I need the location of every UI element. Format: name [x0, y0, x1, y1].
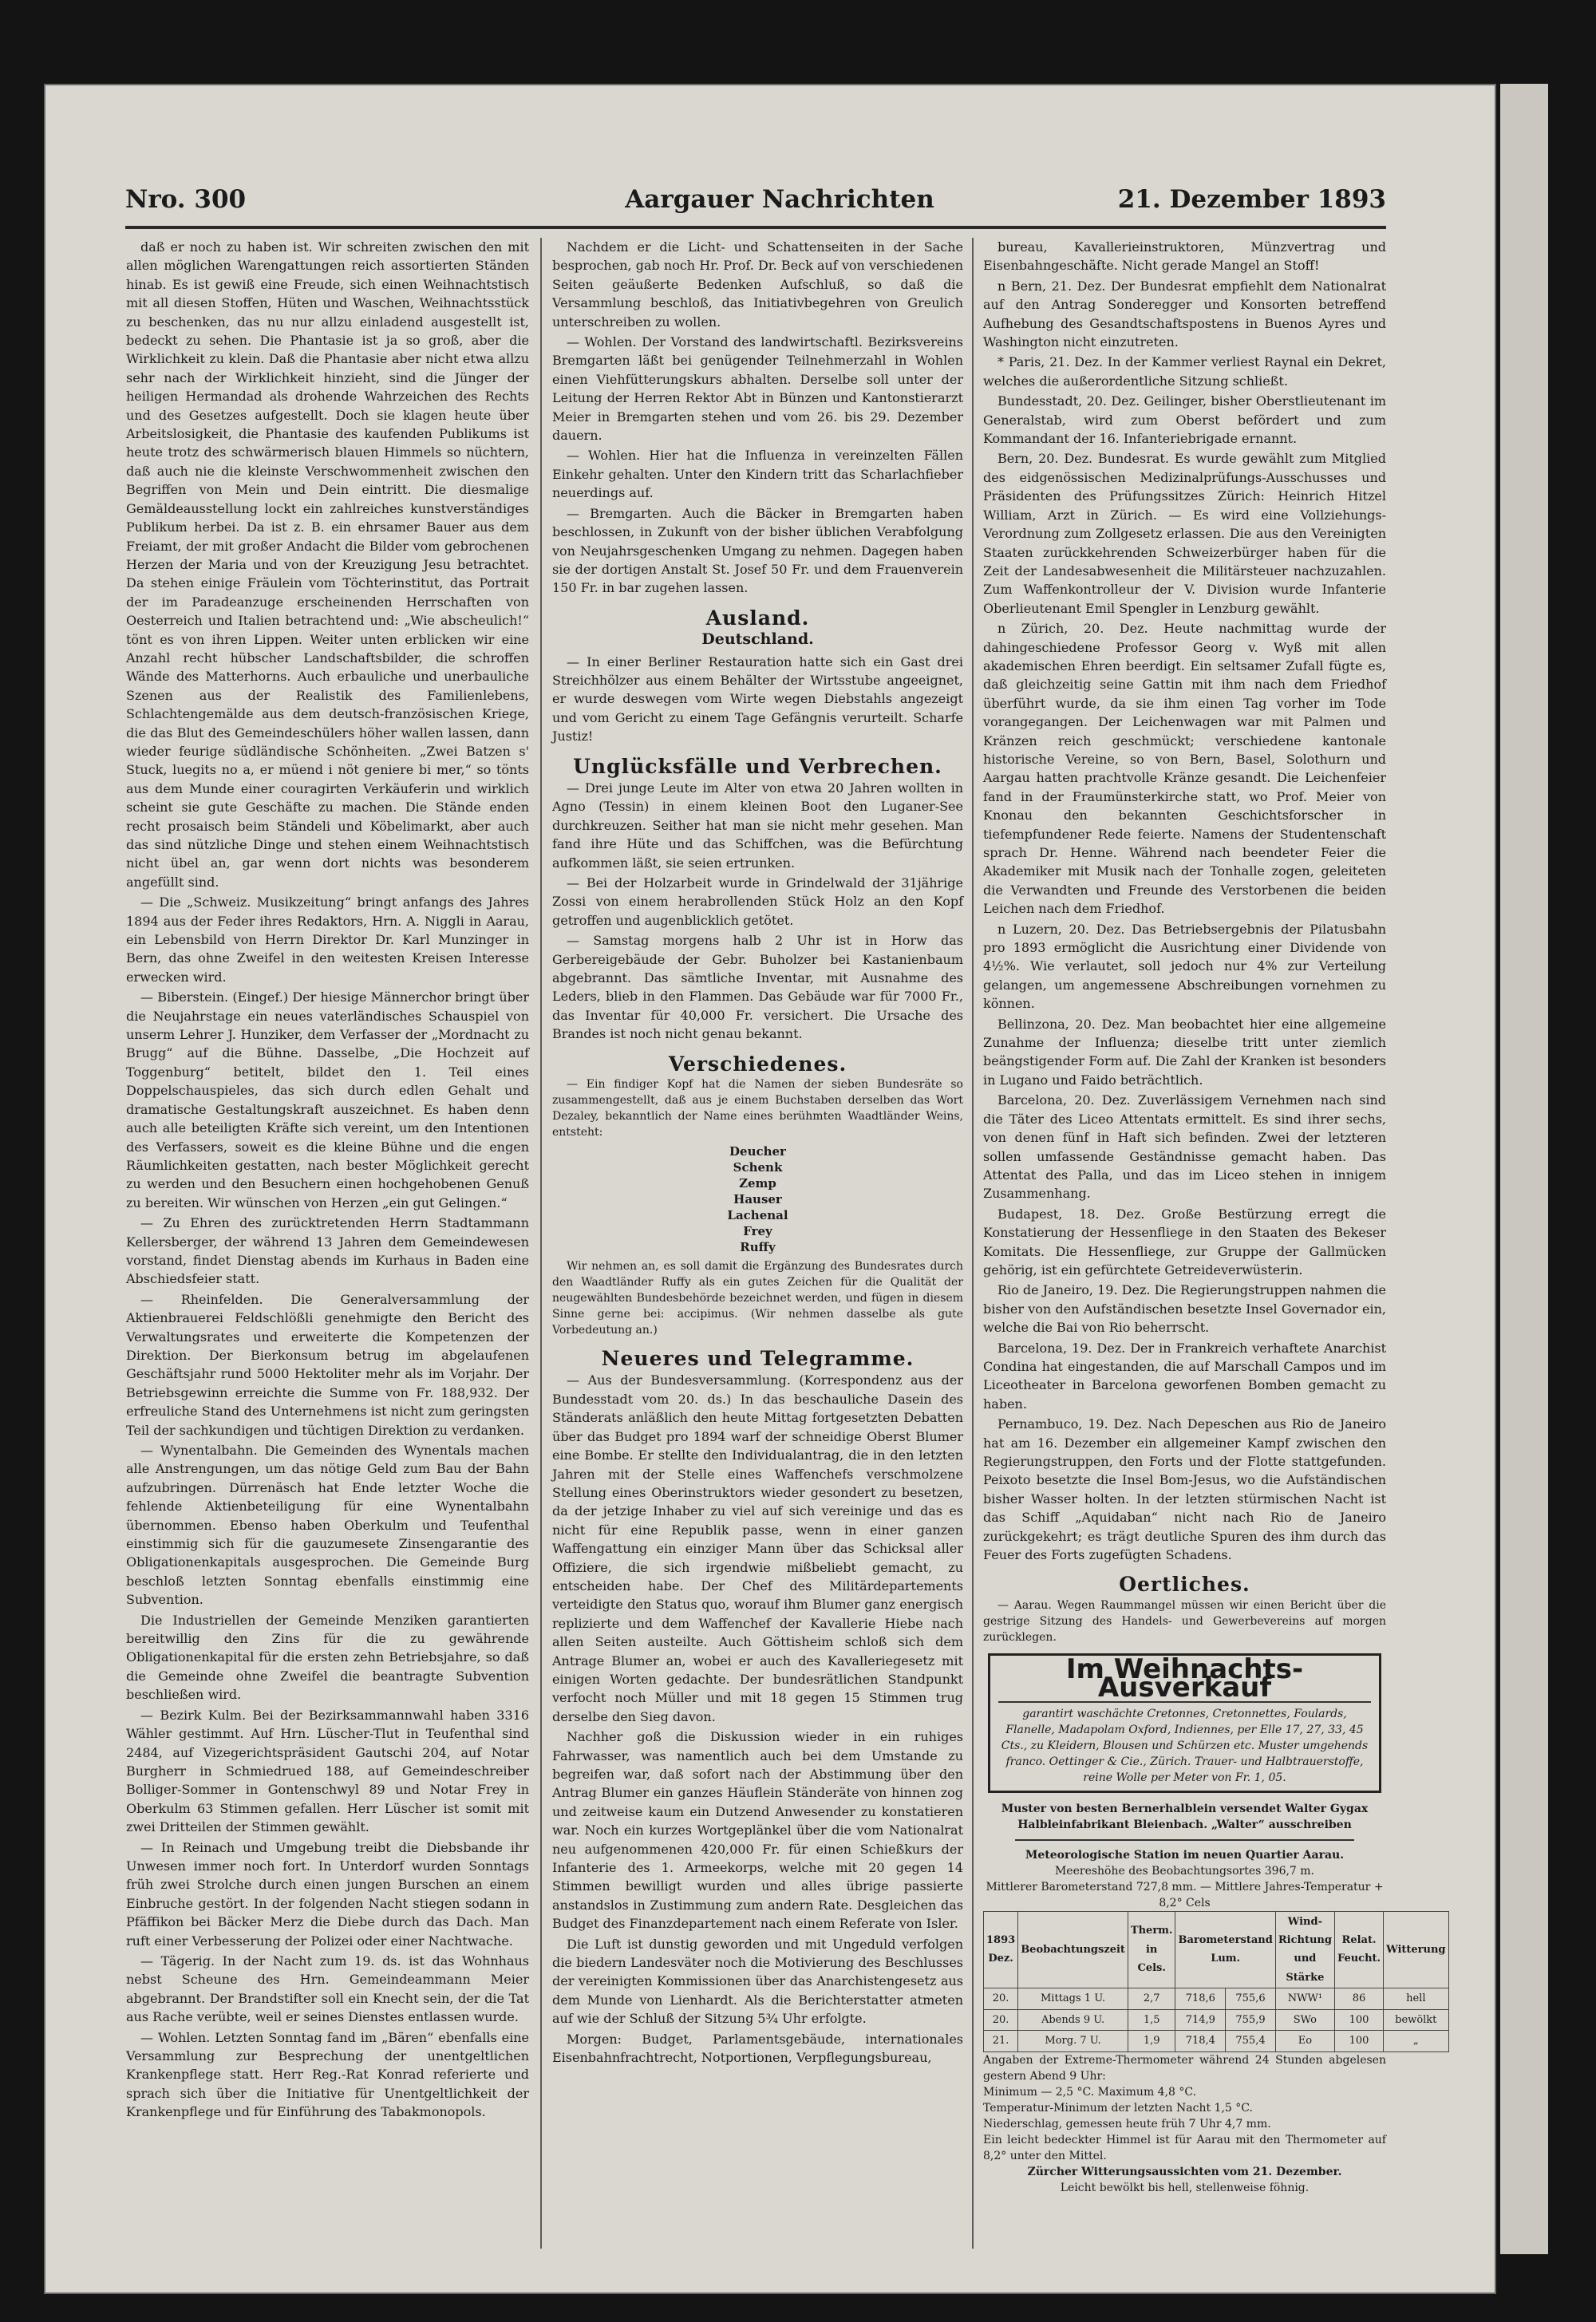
meteo-altitude: Meereshöhe des Beobachtungsortes 396,7 m.	[1054, 1864, 1315, 1878]
article-paragraph: Budapest, 18. Dez. Große Bestürzung erregt die Konstatierung der Hessenfliege in den Staaten des Bekeser Komitats. Die Hessenfliege, zur Gruppe der Gallmücken gehörig, ist ein gefürchtete Getreideverwüsterin.	[983, 1206, 1386, 1277]
article-paragraph: Barcelona, 20. Dez. Zuverlässigem Vernehmen nach sind die Täter des Liceo Attentats ermittelt. Es sind ihrer sechs, von denen fünf in Haft sich befinden. Zwei der letzteren sollen umfassende Geständnisse gemacht haben. Das Attentat des Palla, und das im Liceo stehen in innigem Zusammenhang.	[983, 1092, 1386, 1202]
table-cell: 21.	[984, 2031, 1018, 2051]
article-paragraph: — Bei der Holzarbeit wurde in Grindelwald der 31jährige Zossi von einem herabrollenden Stück Holz an den Kopf getroffen und augenblicklich getötet.	[552, 875, 963, 928]
table-cell: 100	[1334, 2009, 1383, 2030]
name-item: Hauser	[733, 1192, 782, 1207]
table-row	[984, 1988, 1449, 2009]
name-item: Deucher	[729, 1144, 786, 1159]
column-3	[983, 238, 1446, 2249]
section-heading-ortliches: Oertliches.	[1119, 1573, 1250, 1597]
article-paragraph: Pernambuco, 19. Dez. Nach Depeschen aus Rio de Janeiro hat am 16. Dezember ein allgemeiner Kampf zwischen den Regierungstruppen, den Forts und der Flotte stattgefunden. Peixoto besetzte die Insel Bom-Jesus, wo die Aufständischen bisher Wasser holten. In der letzten stürmischen Nacht ist das Schiff „Aquidaban“ nicht nach Rio de Janeiro zurückgekehrt; es trägt deutliche Spuren des ihm durch das Feuer des Forts zugefügten Schadens.	[983, 1416, 1386, 1563]
table-header: Relat. Feucht.	[1334, 1911, 1383, 1988]
article-paragraph: n Bern, 21. Dez. Der Bundesrat empfiehlt dem Nationalrat auf den Antrag Sonderegger und Konsorten betreffend Aufhebung des Gesandtschaftspostens in Buenos Ayres und Washington nicht einzutreten.	[983, 278, 1386, 350]
meteo-note: Minimum — 2,5 °C. Maximum 4,8 °C.	[983, 2085, 1197, 2099]
advertisement-weihnachts	[988, 1653, 1381, 1793]
ad-text: garantirt waschächte Cretonnes, Cretonnettes, Foulards, Flanelle, Madapolam Oxford, Indiennes, per Elle 17, 27, 33, 45 Cts., zu Kleidern, Blousen und Schürzen etc. Muster umgehends franco. Oettinger & Cie., Zürich. Trauer- und Halbtrauerstoffe, reine Wolle per Meter von Fr. 1, 05.	[1001, 1707, 1369, 1784]
article-paragraph: n Zürich, 20. Dez. Heute nachmittag wurde der dahingeschiedene Professor Georg v. Wyß mit allen akademischen Ehren beerdigt. Ein seltsamer Zufall fügte es, daß gleichzeitig seine Gattin mit ihm nach dem Friedhof überführt wurde, da sie ihm einen Tag vorher im Tode vorangegangen. Der Leichenwagen war mit Palmen und Kränzen reich geschmückt; verschiedene kantonale historische Vereine, so von Bern, Basel, Solothurn und Aargau hatten prachtvolle Kränze gesandt. Die Leichenfeier fand in der Fraumünsterkirche statt, wo Prof. Meier von Knonau den bekannten Geschichtsforscher in tiefempfundener Rede feierte. Namens der Studentenschaft sprach Dr. Henne. Während nach beendeter Feier die Akademiker mit Musik nach der Tonhalle zogen, geleiteten die Verwandten und Freunde des Verstorbenen die beiden Leichen nach dem Friedhof.	[983, 621, 1386, 917]
table-cell: NWW¹	[1275, 1988, 1334, 2009]
article-paragraph: Rio de Janeiro, 19. Dez. Die Regierungstruppen nahmen die bisher von den Aufständischen besetzte Insel Governador ein, welche die Bai von Rio beherrscht.	[983, 1282, 1386, 1336]
table-cell: Mittags 1 U.	[1018, 1988, 1128, 2009]
article-paragraph: Bundesstadt, 20. Dez. Geilinger, bisher Oberstlieutenant im Generalstab, wird zum Oberst befördert und zum Kommandant der 16. Infanteriebrigade ernannt.	[983, 393, 1386, 447]
article-paragraph: — Bremgarten. Auch die Bäcker in Bremgarten haben beschlossen, in Zukunft von der bisher üblichen Verabfolgung von Neujahrsgeschenken Umgang zu nehmen. Dagegen haben sie der dortigen Anstalt St. Josef 50 Fr. und dem Frauenverein 150 Fr. in bar zugehen lassen.	[552, 505, 963, 596]
table-cell: SWo	[1275, 2009, 1334, 2030]
page-edge	[1500, 84, 1548, 2254]
table-header: 1893 Dez.	[984, 1911, 1018, 1988]
article-paragraph: Bellinzona, 20. Dez. Man beobachtet hier eine allgemeine Zunahme der Influenza; dieselbe tritt unter ziemlich beängstigender Form auf. Die Zahl der Kranken ist besonders in Lugano und Faido beträchtlich.	[983, 1016, 1386, 1088]
article-paragraph: Die Luft ist dunstig geworden und mit Ungeduld verfolgen die biedern Landesväter noch die Motivierung des Beschlusses der vereinigten Kommissionen über das Anarchistengesetz aus dem Munde von Lienhardt. Als die Berichterstatter atmeten auf wie der Schluß der Sitzung 5¾ Uhr erfolgte.	[552, 1936, 963, 2027]
masthead-rule	[125, 226, 1386, 229]
article-paragraph: Bern, 20. Dez. Bundesrat. Es wurde gewählt zum Mitglied des eidgenössischen Medizinalprüfungs-Ausschusses und Präsidenten des Prüfungssitzes Zürich: Heinrich Hitzel William, Arzt in Zürich. — Es wird eine Vollziehungs-Verordnung zum Zollgesetz erlassen. Die aus den Vereinigten Staaten zurückkehrenden Schweizerbürger haben für die Zeit der Landesabwesenheit die Militärsteuer nachzuzahlen. Zum Waffenkontrolleur der V. Division wurde Infanterie Oberlieutenant Emil Spengler in Lenzburg gewählt.	[983, 451, 1386, 616]
article-paragraph: Nachdem er die Licht- und Schattenseiten in der Sache besprochen, gab noch Hr. Prof. Dr. Beck auf von verschiedenen Seiten geäußerte Bedenken Aufschluß, so daß die Versammlung beschloß, das Initiativbegehren von Greulich unterschreiben zu wollen.	[552, 239, 963, 330]
name-item: Zemp	[739, 1176, 776, 1191]
divider	[1015, 1839, 1354, 1841]
meteo-note: Zürcher Witterungsaussichten vom 21. Dezember.	[1027, 2165, 1342, 2178]
issue-date: 21. Dezember 1893	[1117, 185, 1386, 214]
table-header: Witterung	[1384, 1911, 1448, 1988]
article-paragraph: — Tägerig. In der Nacht zum 19. ds. ist das Wohnhaus nebst Scheune des Hrn. Gemeindeammann Meier abgebrannt. Der Brandstifter soll ein Knecht sein, der die Tat aus Rache verübte, weil er seines Dienstes entlassen wurde.	[126, 1953, 529, 2025]
section-heading-verschiedenes: Verschiedenes.	[668, 1052, 847, 1076]
table-cell: 718,6	[1175, 1988, 1226, 2009]
table-cell: 1,9	[1128, 2031, 1175, 2051]
meteo-averages: Mittlerer Barometerstand 727,8 mm. — Mittlere Jahres-Temperatur + 8,2° Cels	[986, 1880, 1384, 1909]
article-paragraph: — Zu Ehren des zurücktretenden Herrn Stadtammann Kellersberger, der während 13 Jahren dem Gemeindewesen vorstand, findet Dienstag abends im Kurhaus in Baden eine Abschiedsfeier statt.	[126, 1215, 529, 1287]
table-header-row	[984, 1911, 1449, 1988]
table-header: Barometerstand Lum.	[1175, 1911, 1275, 1988]
table-cell: 86	[1334, 1988, 1383, 2009]
article-paragraph: — Wohlen. Letzten Sonntag fand im „Bären“ ebenfalls eine Versammlung zur Besprechung der unentgeltlichen Krankenpflege statt. Herr Reg.-Rat Konrad referierte und sprach sich über die Initiative für Unentgeltlichkeit der Krankenpflege und für Einführung des Tabakmonopols.	[126, 2029, 529, 2120]
masthead	[125, 185, 1386, 223]
article-paragraph: — In Reinach und Umgebung treibt die Diebsbande ihr Unwesen immer noch fort. In Unterdorf wurden Sonntags früh zwei Strolche durch einen jungen Burschen an einem Einbruche gestört. In der folgenden Nacht stiegen sodann in Pfäffikon bei Bäcker Merz die Diebe durch das Dach. Man ruft einer Verbesserung der Polizei oder einer Nachtwache.	[126, 1839, 529, 1949]
name-item: Ruffy	[740, 1240, 776, 1255]
article-paragraph: — Aus der Bundesversammlung. (Korrespondenz aus der Bundesstadt vom 20. ds.) In das beschauliche Dasein des Ständerats anläßlich den heute Mittag fortgesetzten Debatten über das Budget pro 1894 warf der schneidige Oberst Blumer eine Bombe. Er stellte den Individualantrag, die in den letzten Jahren mit der Stelle eines Waffenchefs verschmolzene Stellung eines Oberinstruktors wieder gesondert zu besetzen, da der jetzige Inhaber zu viel auf sich vereinige und das es nicht für eine Republik passe, wenn in einer ganzen Waffengattung ein einziger Mann über das Schicksal aller Offiziere, die sich irgendwie mißbeliebt gemacht, zu entscheiden habe. Der Chef des Militärdepartements verteidigte den Status quo, worauf ihm Blumer ganz energisch replizierte und dem Waffenchef der Kavallerie Hiebe nach allen Seiten austeilte. Auch Göttisheim schloß sich dem Antrage Blumer an, wobei er auch des Kavalleriegesetz mit einigen Worten gedachte. Der bundesrätlichen Standpunkt verfocht noch Müller und mit 18 gegen 15 Stimmen trug derselbe den Sieg davon.	[552, 1372, 963, 1724]
article-paragraph: Die Industriellen der Gemeinde Menziken garantierten bereitwillig den Zins für die zu gewährende Obligationenkapital für die ersten zehn Betriebsjahre, so daß die Gemeinde ohne Zweifel die beantragte Subvention beschließen wird.	[126, 1612, 529, 1703]
issue-number: Nro. 300	[125, 185, 247, 214]
column-divider	[540, 238, 542, 2249]
table-cell: Eo	[1275, 2031, 1334, 2051]
table-cell: 755,4	[1226, 2031, 1276, 2051]
article-paragraph: Nachher goß die Diskussion wieder in ein ruhiges Fahrwasser, was namentlich auch bei dem Umstande zu begreifen war, daß sofort nach der Abstimmung über den Antrag Blumer ein ganzes Häuflein Ständeräte von hinnen zog und zeitweise kaum ein Dutzend Anwesender zu konstatieren war. Noch ein kurzes Wortgeplänkel über die vom Nationalrat neu aufgenommenen 420,000 Fr. für einen Schießkurs der Infanterie des 1. Armeekorps, welche mit 20 gegen 14 Stimmen bewilligt wurden und alles übrige passierte anstandslos in Zustimmung zum andern Rate. Desgleichen das Budget des Finanzdepartement nach einem Referate von Isler.	[552, 1729, 963, 1932]
column-divider	[972, 238, 974, 2249]
table-cell: „	[1384, 2031, 1448, 2051]
weather-table	[983, 1911, 1449, 2052]
table-cell: 714,9	[1175, 2009, 1226, 2030]
section-heading-neueres: Neueres und Telegramme.	[601, 1347, 915, 1371]
name-item: Frey	[743, 1224, 772, 1239]
meteo-note: Temperatur-Minimum der letzten Nacht 1,5 °C.	[983, 2101, 1253, 2115]
article-paragraph: n Luzern, 20. Dez. Das Betriebsergebnis der Pilatusbahn pro 1893 ermöglicht die Ausrichtung einer Dividende von 4½%. Wie verlautet, soll jedoch nur 4% zur Verteilung gelangen, um angemessene Abschreibungen vornehmen zu können.	[983, 921, 1386, 1012]
table-row	[984, 2009, 1449, 2030]
article-paragraph: — Rheinfelden. Die Generalversammlung der Aktienbrauerei Feldschlößli genehmigte den Bericht des Verwaltungsrates und erweiterte die Kompetenzen der Direktion. Der Bierkonsum betrug im abgelaufenen Geschäftsjahr rund 5000 Hektoliter mehr als im Vorjahr. Der Betriebsgewinn erreichte die Summe von Fr. 188,932. Der erfreuliche Stand des Unternehmens ist nicht zum geringsten Teil der sachkundigen und tüchtigen Direktion zu verdanken.	[126, 1291, 529, 1438]
table-header: Beobachtungszeit	[1018, 1911, 1128, 1988]
section-heading-ausland: Ausland.	[705, 606, 810, 630]
article-paragraph: Wir nehmen an, es soll damit die Ergänzung des Bundesrates durch den Waadtländer Ruffy als ein gutes Zeichen für die Qualität der neugewählten Bundesbehörde bezeichnet werden, und fügen in diesem Sinne gerne bei: accipimus. (Wir nehmen dasselbe als gute Vorbedeutung an.)	[552, 1260, 963, 1337]
table-cell: 718,4	[1175, 2031, 1226, 2051]
table-cell: 755,9	[1226, 2009, 1276, 2030]
advertisement-gygax: Muster von besten Bernerhalblein versendet Walter Gygax Halbleinfabrikant Bleienbach. „Walter“ ausschreiben	[1001, 1802, 1369, 1831]
article-paragraph: — Bezirk Kulm. Bei der Bezirksammannwahl haben 3316 Wähler gestimmt. Auf Hrn. Lüscher-Tlut in Teufenthal sind 2484, auf Vizegerichtspräsident Gautschi 204, auf Notar Burgherr in Schmiedrued 188, auf Gemeindeschreiber Bolliger-Sommer in Gontenschwyl 89 und Notar Frey in Oberkulm 63 Stimmen gefallen. Herr Lüscher ist somit mit zwei Dritteilen der Stimmen gewählt.	[126, 1707, 529, 1835]
name-item: Schenk	[733, 1160, 783, 1175]
article-paragraph: — Aarau. Wegen Raummangel müssen wir einen Bericht über die gestrige Sitzung des Handels- und Gewerbevereins auf morgen zurücklegen.	[983, 1598, 1386, 1644]
table-header: Wind-Richtung und Stärke	[1275, 1911, 1334, 1988]
article-paragraph: — Ein findiger Kopf hat die Namen der sieben Bundesräte so zusammengestellt, daß aus je einem Buchstaben derselben das Wort Dezaley, bekanntlich der Name eines berühmten Waadtländer Weins, entsteht:	[552, 1078, 963, 1139]
section-heading-ungluck: Unglücksfälle und Verbrechen.	[573, 754, 942, 778]
article-paragraph: — Samstag morgens halb 2 Uhr ist in Horw das Gerbereigebäude der Gebr. Buholzer bei Kastanienbaum abgebrannt. Das sämtliche Inventar, mit Ausnahme des Leders, blieb in den Flammen. Das Gebäude war für 7000 Fr., das Inventar für 40,000 Fr. versichert. Die Ursache des Brandes ist noch nicht genau bekannt.	[552, 933, 963, 1042]
article-paragraph: — Drei junge Leute im Alter von etwa 20 Jahren wollten in Agno (Tessin) in einem kleinen Boot den Luganer-See durchkreuzen. Seither hat man sie nicht mehr gesehen. Man fand ihre Hüte und das Schiffchen, was die Befürchtung aufkommen läßt, sie seien ertrunken.	[552, 780, 963, 871]
article-paragraph: * Paris, 21. Dez. In der Kammer verliest Raynal ein Dekret, welches die außerordentliche Sitzung schließt.	[983, 354, 1386, 389]
article-paragraph: bureau, Kavallerieinstruktoren, Münzvertrag und Eisenbahngeschäfte. Nicht gerade Mangel an Stoff!	[983, 239, 1386, 274]
article-paragraph: Morgen: Budget, Parlamentsgebäude, internationales Eisenbahnfrachtrecht, Notportionen, Verpflegungsbureau,	[552, 2031, 963, 2066]
newspaper-title: Aargauer Nachrichten	[625, 185, 934, 214]
table-cell: 2,7	[1128, 1988, 1175, 2009]
table-cell: 20.	[984, 2009, 1018, 2030]
article-paragraph: — Wynentalbahn. Die Gemeinden des Wynentals machen alle Anstrengungen, um das nötige Geld zum Bau der Bahn aufzubringen. Dürrenäsch hat Ende letzter Woche die fehlende Aktienbeteiligung für eine Wynentalbahn übernommen. Ebenso haben Oberkulm und Teufenthal einstimmig sich für die gauzumesete Zinsengarantie des Obligationenkapitals ausgesprochen. Die Gemeinde Burg beschloß letzten Sonntag ebenfalls einstimmig eine Subvention.	[126, 1443, 529, 1608]
column-1	[126, 238, 529, 2249]
table-header: Therm. in Cels.	[1128, 1911, 1175, 1988]
column-2	[552, 238, 963, 2249]
table-cell: Morg. 7 U.	[1018, 2031, 1128, 2051]
ad-title: Im Weihnachts-Ausverkauf	[998, 1661, 1371, 1703]
table-cell: bewölkt	[1384, 2009, 1448, 2030]
article-paragraph: — Wohlen. Der Vorstand des landwirtschaftl. Bezirksvereins Bremgarten läßt bei genügender Teilnehmerzahl in Wohlen einen Viehfütterungskurs abhalten. Derselbe soll unter der Leitung der Herren Rektor Abt in Bünzen und Kantonstierarzt Meier in Bremgarten stehen und vom 26. bis 29. Dezember dauern.	[552, 334, 963, 444]
table-cell: 20.	[984, 1988, 1018, 2009]
article-paragraph: — Die „Schweiz. Musikzeitung“ bringt anfangs des Jahres 1894 aus der Feder ihres Redaktors, Hrn. A. Niggli in Aarau, ein Lebensbild von Herrn Direktor Dr. Karl Munzinger in Bern, das ohne Zweifel in den weitesten Kreisen Interesse erwecken wird.	[126, 894, 529, 985]
section-subheading-deutschland: Deutschland.	[701, 630, 814, 649]
table-cell: hell	[1384, 1988, 1448, 2009]
table-cell: 755,6	[1226, 1988, 1276, 2009]
table-cell: Abends 9 U.	[1018, 2009, 1128, 2030]
meteo-note: Leicht bewölkt bis hell, stellenweise föhnig.	[1060, 2181, 1310, 2194]
meteo-heading: Meteorologische Station im neuen Quartier Aarau.	[1025, 1848, 1345, 1862]
bundesrat-name-list	[552, 1143, 963, 1255]
article-paragraph: — In einer Berliner Restauration hatte sich ein Gast drei Streichhölzer aus einem Behälter der Wirtsstube angeeignet, er wurde deswegen vom Wirte wegen Diebstahls angezeigt und vom Gericht zu einem Tage Gefängnis verurteilt. Scharfe Justiz!	[552, 654, 963, 744]
meteo-note: Ein leicht bedeckter Himmel ist für Aarau mit den Thermometer auf 8,2° unter den Mittel.	[983, 2133, 1386, 2162]
meteo-note: Angaben der Extreme-Thermometer während 24 Stunden abgelesen gestern Abend 9 Uhr:	[983, 2053, 1386, 2083]
article-paragraph: — Wohlen. Hier hat die Influenza in vereinzelten Fällen Einkehr gehalten. Unter den Kindern tritt das Scharlachfieber neuerdings auf.	[552, 448, 963, 501]
table-cell: 100	[1334, 2031, 1383, 2051]
meteo-note: Niederschlag, gemessen heute früh 7 Uhr 4,7 mm.	[983, 2117, 1271, 2130]
article-paragraph: daß er noch zu haben ist. Wir schreiten zwischen den mit allen möglichen Warengattungen reich assortierten Ständen hinab. Es ist gewiß eine Freude, sich einen Weihnachtstisch mit all diesen Stoffen, Hüten und Waschen, Weihnachtsstück zu beschenken, das nu nur allzu einladend ausgestellt ist, bedeckt zu sehen. Die Phantasie ist ja so groß, aber die Wirklichkeit zu klein. Daß die Phantasie aber nicht etwa allzu sehr nach der Wirklichkeit hinzieht, sind die Jünger der heiligen Hermandad als drohende Wahrzeichen des Rechts und des Gesetzes aufgestellt. Doch sie klagen heute über Arbeitslosigkeit, die Phantasie des kaufenden Publikums ist heute trotz des schwärmerisch blauen Himmels so nüchtern, daß auch nie die kleinste Verschwommenheit zwischen den Begriffen von Mein und Dein eintritt. Die diesmalige Gemäldeausstellung lockt ein zahlreiches kunstverständiges Publikum herbei. Da ist z. B. ein ehrsamer Bauer aus dem Freiamt, der mit großer Andacht die Bilder vom gebrochenen Herzen der Maria und von der Kreuzigung Jesu betrachtet. Da stehen einige Fräulein vom Töchterinstitut, das Portrait der im Paradeanzuge erscheinenden Herrschaften von Oesterreich und Italien betrachtend und: „Wie abscheulich!“ tönt es von ihren Lippen. Weiter unten erblicken wir eine Anzahl recht hübscher Landschaftsbilder, die schroffen Wände des Matterhorns. Auch erbauliche und unerbauliche Szenen aus der Realistik des Familienlebens, Schlachtengemälde aus dem deutsch-französischen Kriege, die das Blut des Gemeindeschülers höher wallen lassen, dann wieder feurige südländische Schönheiten. „Zwei Batzen s' Stuck, luegits no a, er müend i nöt geniere bi mer,“ so tönts aus dem Munde einer couragirten Verkäuferin und wirklich scheint sie gute Geschäfte zu machen. Die Stände enden recht prosaisch beim Ständeli und Köbelimarkt, aber auch das sind nützliche Dinge und stehen einem Weihnachtstisch nicht übel an, gar wenn dort nichts was besonderem angefüllt sind.	[126, 239, 529, 890]
article-paragraph: — Biberstein. (Eingef.) Der hiesige Männerchor bringt über die Neujahrstage ein neues vaterländisches Schauspiel von unserm Lehrer J. Hunziker, dem Verfasser der „Mordnacht zu Brugg“ auf die Bühne. Dasselbe, „Die Hochzeit auf Toggenburg“ betitelt, bildet den 1. Teil eines Doppelschauspieles, das sich durch edlen Gehalt und dramatische Gestaltungskraft auszeichnet. Es haben denn auch alle beteiligten Kräfte sich vereint, um den Intentionen des Verfassers, soweit es die kleine Bühne und die engen Räumlichkeiten gestatten, nach bester Möglichkeit gerecht zu werden und den Besuchern einen hochgehobenen Genuß zu bereiten. Wir wünschen von Herzen „ein gut Gelingen.“	[126, 989, 529, 1210]
table-cell: 1,5	[1128, 2009, 1175, 2030]
name-item: Lachenal	[727, 1208, 788, 1223]
table-row	[984, 2031, 1449, 2051]
article-paragraph: Barcelona, 19. Dez. Der in Frankreich verhaftete Anarchist Condina hat eingestanden, die auf Marschall Campos und im Liceotheater in Barcelona geworfenen Bomben gemacht zu haben.	[983, 1340, 1386, 1412]
